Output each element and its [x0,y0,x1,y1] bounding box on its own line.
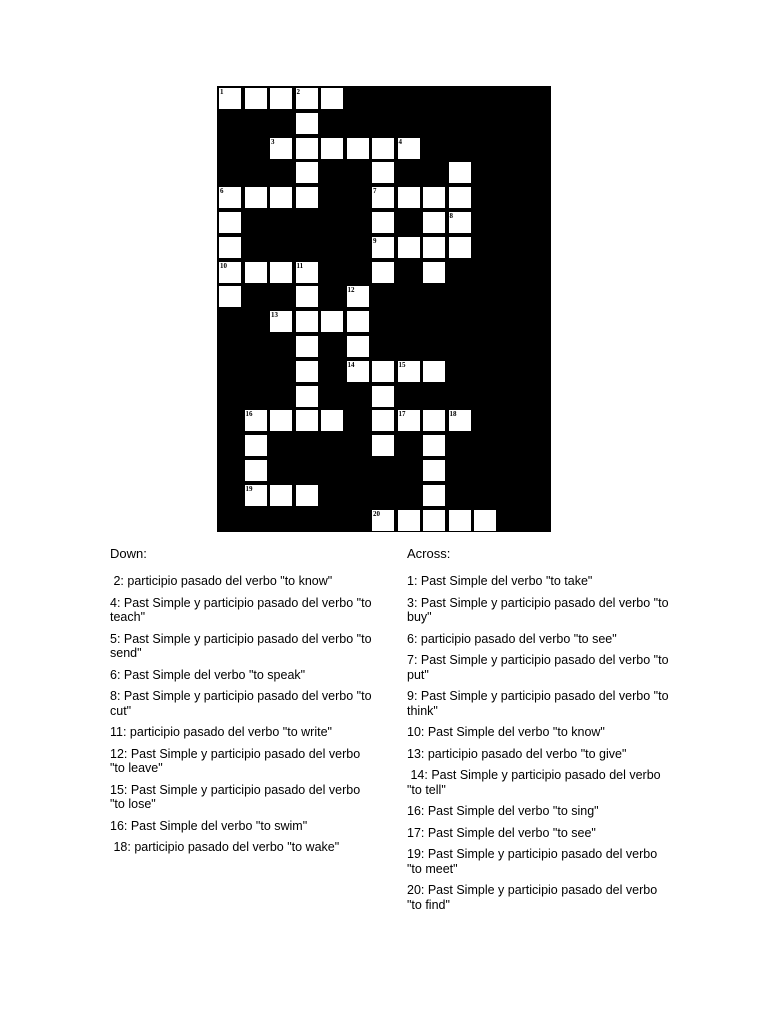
grid-cell [244,459,268,482]
grid-cell [371,137,395,160]
clue-number: 20 [373,509,380,518]
grid-cell [218,186,242,209]
grid-cell [371,360,395,383]
clue-number: 1 [220,88,224,96]
clue-number: 17 [398,410,406,419]
grid-cell [397,360,421,383]
grid-cell [448,409,472,432]
grid-cell [320,409,344,432]
grid-cell [295,137,319,160]
grid-cell [448,211,472,234]
across-clue-list [407,574,673,919]
down-heading: Down: [110,546,147,561]
grid-cell [269,409,293,432]
down-clue-list [110,574,376,862]
grid-cell [269,261,293,284]
grid-cell [397,186,421,209]
grid-cell [422,211,446,234]
grid-cell [295,112,319,135]
clue-number: 18 [449,410,457,419]
grid-cell [371,211,395,234]
grid-cell [269,87,293,110]
grid-cell [422,509,446,532]
down-clue: 12: Past Simple y participio pasado del verbo "to leave" [110,746,364,775]
grid-cell [346,360,370,383]
clue-number: 19 [245,484,253,493]
grid-cell [269,310,293,333]
clue-number: 11 [296,261,304,270]
grid-cell [346,310,370,333]
grid-cell [371,261,395,284]
grid-cell [371,409,395,432]
grid-cell [448,509,472,532]
across-clue: 1: Past Simple del verbo "to take" [407,574,593,588]
down-clue: 4: Past Simple y participio pasado del verbo "to teach" [110,595,376,624]
grid-cell [295,310,319,333]
grid-cell [295,186,319,209]
across-clue: 19: Past Simple y participio pasado del verbo "to meet" [407,847,661,876]
grid-cell [244,409,268,432]
clue-number: 14 [347,360,355,369]
down-clue: 8: Past Simple y participio pasado del verbo "to cut" [110,689,376,718]
grid-cell [320,310,344,333]
clue-number: 6 [220,187,224,196]
grid-cell [371,509,395,532]
grid-cell [295,335,319,358]
grid-cell [295,484,319,507]
grid-cell [422,261,446,284]
grid-cell [422,186,446,209]
grid-cell [244,434,268,457]
grid-cell [218,261,242,284]
across-clue: 14: Past Simple y participio pasado del verbo "to tell" [407,768,665,797]
grid-cell [295,385,319,408]
grid-cell [371,236,395,259]
grid-cell [448,186,472,209]
clue-number: 10 [220,261,227,270]
grid-cell [371,186,395,209]
grid-cell [397,509,421,532]
clue-number: 4 [398,137,402,146]
grid-cell [422,409,446,432]
grid-cell [422,236,446,259]
grid-cell [346,137,370,160]
grid-cell [346,335,370,358]
clue-number: 2 [296,88,300,96]
across-heading: Across: [407,546,451,561]
grid-cell [422,434,446,457]
grid-cell [295,360,319,383]
clue-number: 3 [271,137,275,146]
clue-number: 7 [373,187,377,196]
across-clue: 10: Past Simple del verbo "to know" [407,725,605,739]
down-clue: 5: Past Simple y participio pasado del verbo "to send" [110,631,376,660]
grid-cell [218,285,242,308]
grid-cell [371,434,395,457]
grid-cell [269,186,293,209]
grid-cell [295,87,319,110]
grid-cell [244,186,268,209]
clue-number: 15 [398,360,406,369]
across-clue: 7: Past Simple y participio pasado del verbo "to put" [407,653,673,682]
across-clue: 16: Past Simple del verbo "to sing" [407,804,599,818]
clue-number: 8 [449,212,453,220]
across-clue: 3: Past Simple y participio pasado del verbo "to buy" [407,595,673,624]
down-clue: 15: Past Simple y participio pasado del verbo "to lose" [110,782,364,811]
grid-cell [422,484,446,507]
grid-cell [320,137,344,160]
grid-cell [371,385,395,408]
across-clue: 20: Past Simple y participio pasado del verbo "to find" [407,883,661,912]
down-clue: 11: participio pasado del verbo "to write" [110,725,332,739]
grid-cell [269,484,293,507]
grid-cell [295,409,319,432]
grid-cell [269,137,293,160]
grid-cell [218,87,242,110]
grid-cell [218,236,242,259]
grid-cell [295,261,319,284]
across-clue: 17: Past Simple del verbo "to see" [407,825,596,840]
clue-number: 13 [271,311,278,320]
grid-cell [346,285,370,308]
clue-number: 12 [347,286,355,295]
grid-cell [397,409,421,432]
grid-cell [244,484,268,507]
grid-cell [295,285,319,308]
grid-cell [422,360,446,383]
grid-cell [295,161,319,184]
grid-cell [244,87,268,110]
grid-cell [371,161,395,184]
grid-cell [448,236,472,259]
grid-cell [448,161,472,184]
across-clue: 6: participio pasado del verbo "to see" [407,631,617,646]
grid-cell [218,211,242,234]
across-clue: 9: Past Simple y participio pasado del verbo "to think" [407,689,673,718]
clue-number: 9 [373,236,377,245]
across-clue: 13: participio pasado del verbo "to give" [407,746,627,761]
grid-cell [473,509,497,532]
grid-cell [320,87,344,110]
crossword-grid [217,86,551,532]
down-clue: 16: Past Simple del verbo "to swim" [110,818,308,833]
down-clue: 18: participio pasado del verbo "to wake" [110,840,340,854]
grid-cell [422,459,446,482]
down-clue: 6: Past Simple del verbo "to speak" [110,667,306,682]
clue-number: 16 [245,410,253,419]
grid-cell [397,236,421,259]
grid-cell [244,261,268,284]
down-clue: 2: participio pasado del verbo "to know" [110,574,333,588]
grid-cell [397,137,421,160]
